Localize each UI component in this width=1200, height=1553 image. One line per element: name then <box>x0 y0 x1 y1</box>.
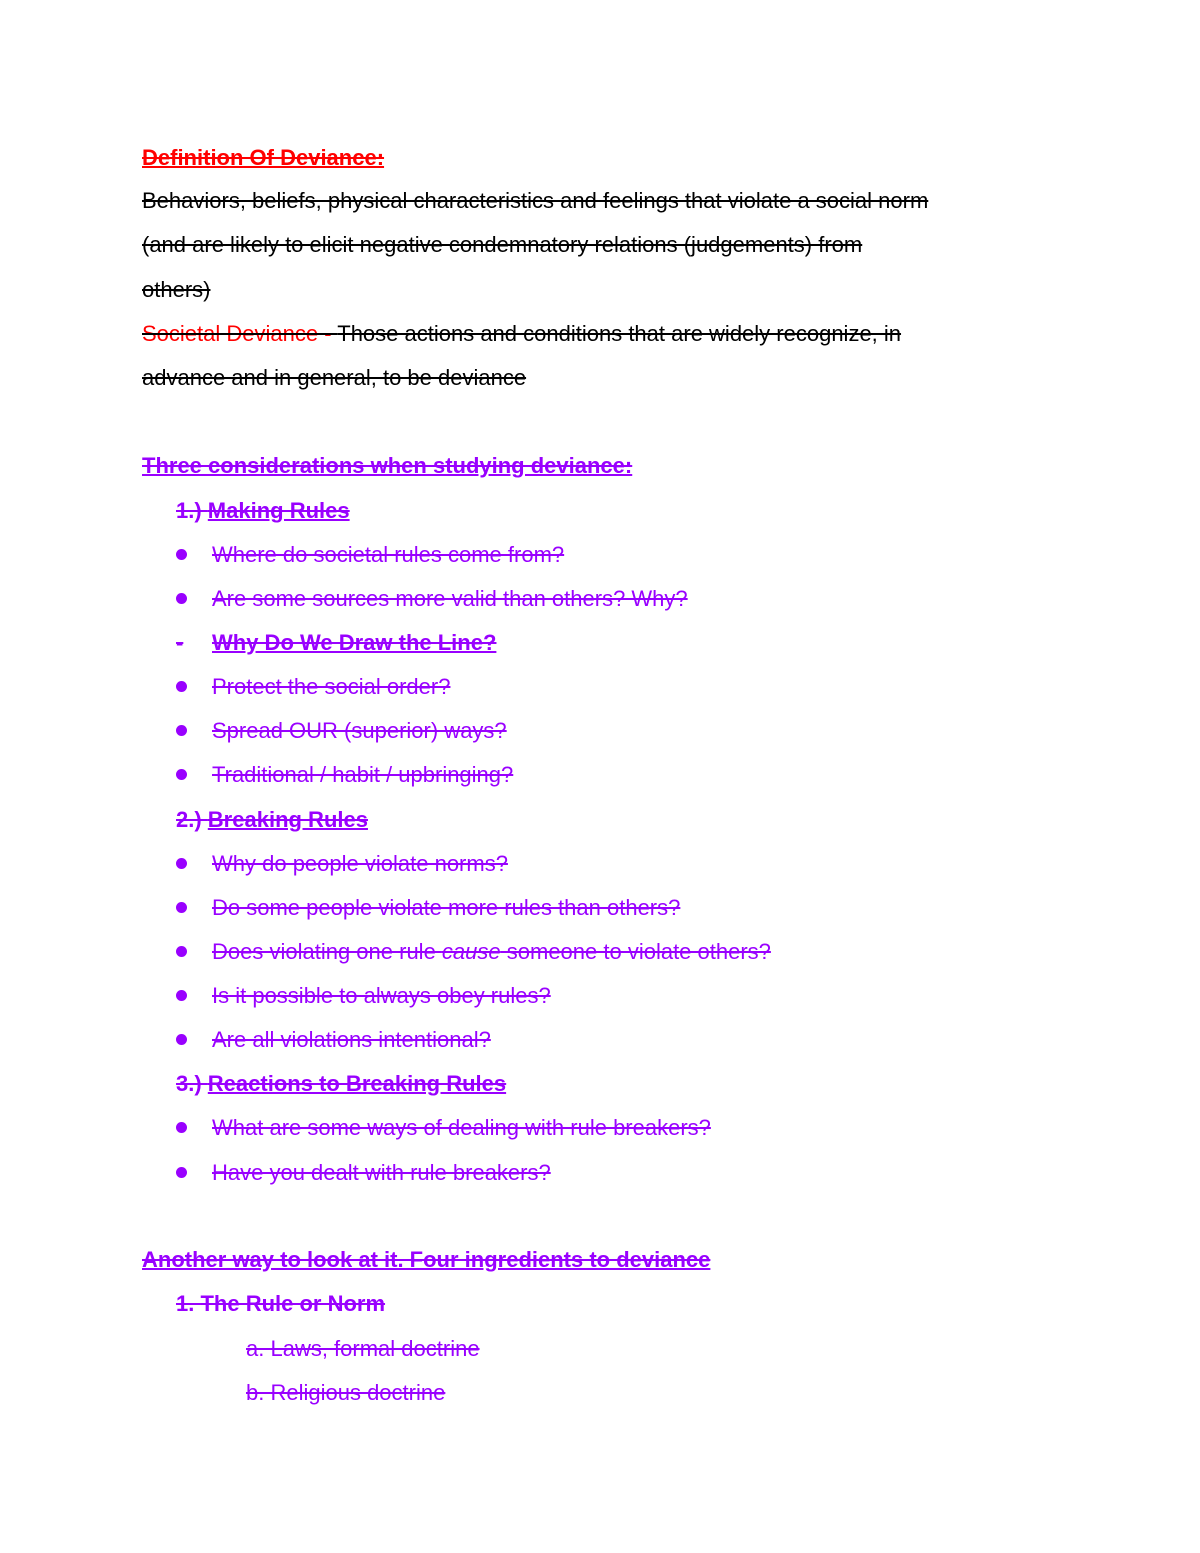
societal-deviance-line2: advance and in general, to be deviance <box>142 365 527 390</box>
societal-deviance-line1 <box>142 320 901 348</box>
bullet-icon <box>176 902 187 913</box>
societal-deviance-text: Those actions and conditions that are widely recognize, in <box>337 321 902 346</box>
section-title: Breaking Rules <box>207 807 368 832</box>
cause-word: cause <box>441 939 501 964</box>
list-item: b. Religious doctrine <box>246 1380 446 1405</box>
bullet-icon <box>176 858 187 869</box>
ingredient-item-1 <box>176 1290 385 1318</box>
list-item: Is it possible to always obey rules? <box>176 982 551 1010</box>
ingredients-heading: Another way to look at it. Four ingredients to deviance <box>142 1247 711 1272</box>
subsection-title: Why Do We Draw the Line? <box>212 630 497 655</box>
list-item: Do some people violate more rules than others? <box>176 894 680 922</box>
list-item: Where do societal rules come from? <box>176 541 564 569</box>
list-item: Are some sources more valid than others? Why? <box>176 585 688 613</box>
bullet-icon <box>176 593 187 604</box>
section-title: Making Rules <box>207 498 350 523</box>
list-item: Have you dealt with rule breakers? <box>176 1159 551 1187</box>
bullet-icon <box>176 549 187 560</box>
list-item: Why do people violate norms? <box>176 850 508 878</box>
section-breaking-rules <box>176 806 368 834</box>
societal-deviance-term: Societal Deviance - <box>142 321 338 346</box>
bullet-icon <box>176 1034 187 1045</box>
definition-text-line1: Behaviors, beliefs, physical characteristics and feelings that violate a social norm <box>142 188 929 213</box>
item-title: The Rule or Norm <box>200 1291 386 1316</box>
subsection-draw-the-line <box>176 629 496 657</box>
section-title: Reactions to Breaking Rules <box>207 1071 507 1096</box>
list-item: Spread OUR (superior) ways? <box>176 717 507 745</box>
list-item: Are all violations intentional? <box>176 1026 491 1054</box>
item-number: 1. <box>176 1291 201 1316</box>
list-item: Traditional / habit / upbringing? <box>176 761 513 789</box>
bullet-icon <box>176 725 187 736</box>
bullet-icon <box>176 1122 187 1133</box>
section-number: 2.) <box>176 807 208 832</box>
list-item: What are some ways of dealing with rule breakers? <box>176 1114 711 1142</box>
list-item: Does violating one rule cause someone to violate others? <box>176 938 771 966</box>
bullet-icon <box>176 769 187 780</box>
bullet-icon <box>176 990 187 1001</box>
section-number: 3.) <box>176 1071 208 1096</box>
bullet-icon <box>176 946 187 957</box>
section-reactions <box>176 1070 506 1098</box>
definition-text-line3: others) <box>142 277 211 302</box>
bullet-icon <box>176 681 187 692</box>
considerations-heading: Three considerations when studying deviance: <box>142 453 633 478</box>
definition-heading: Definition Of Deviance: <box>142 145 385 170</box>
dash-marker: - <box>176 630 184 655</box>
list-item: Protect the social order? <box>176 673 450 701</box>
list-item: a. Laws, formal doctrine <box>246 1336 480 1361</box>
section-number: 1.) <box>176 498 208 523</box>
definition-text-line2: (and are likely to elicit negative condemnatory relations (judgements) from <box>142 232 863 257</box>
section-making-rules <box>176 497 350 525</box>
bullet-icon <box>176 1167 187 1178</box>
